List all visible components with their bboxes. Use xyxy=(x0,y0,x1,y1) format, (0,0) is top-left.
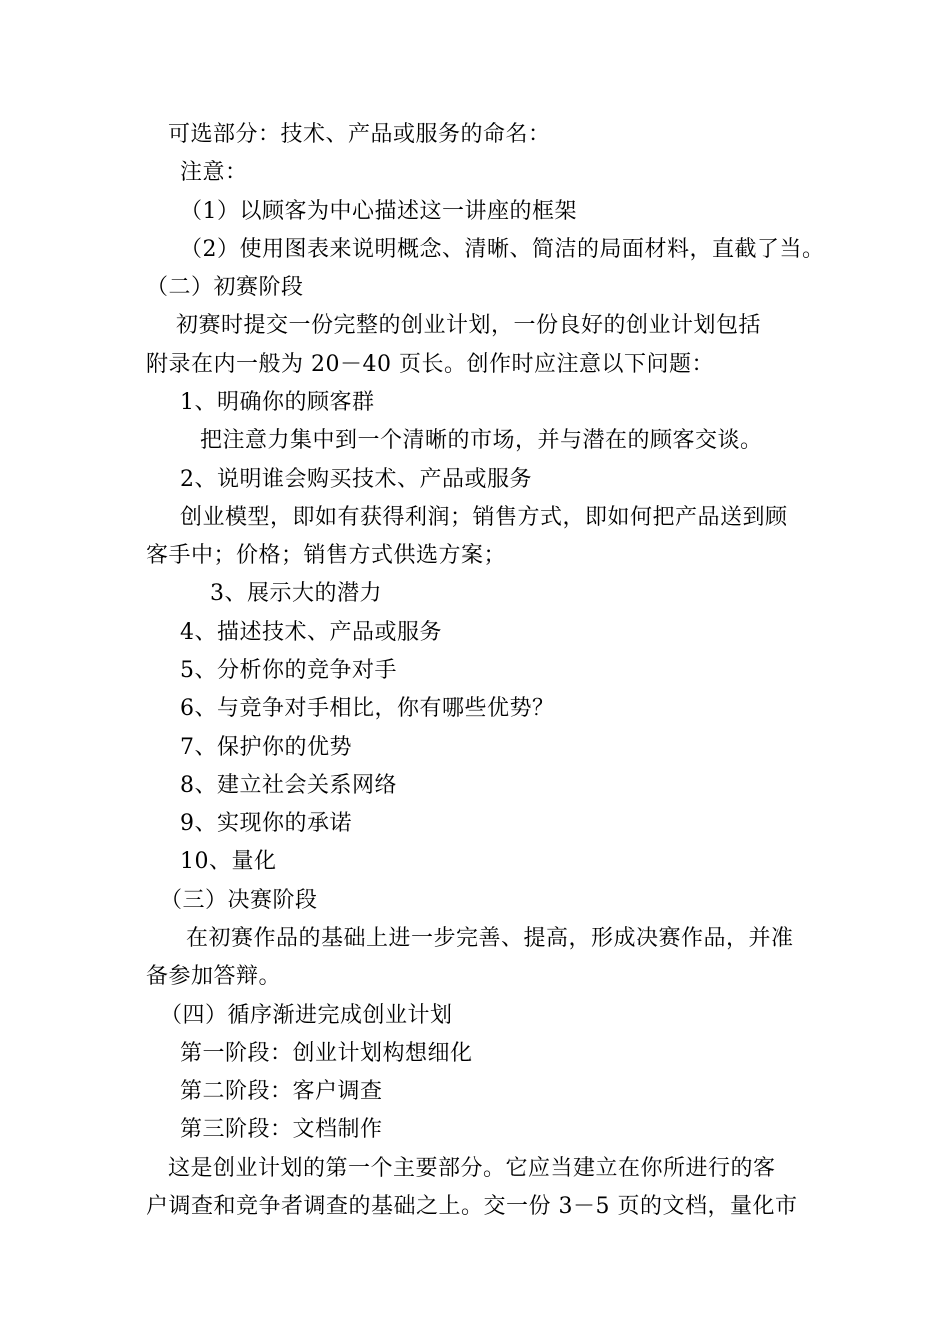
text-line: 第一阶段：创业计划构想细化 xyxy=(180,1041,473,1066)
list-item: 10、量化 xyxy=(180,849,277,874)
text-line: 初赛时提交一份完整的创业计划，一份良好的创业计划包括 xyxy=(176,313,762,338)
list-item: 7、保护你的优势 xyxy=(180,735,352,760)
section-heading: （二）初赛阶段 xyxy=(146,275,304,300)
text-line: 客手中；价格；销售方式供选方案； xyxy=(146,543,507,568)
text-line: 户调查和竞争者调查的基础之上。交一份 3－5 页的文档，量化市 xyxy=(146,1194,798,1219)
text-line: 第二阶段：客户调查 xyxy=(180,1079,383,1104)
text-line: 可选部分：技术、产品或服务的命名： xyxy=(168,122,551,147)
text-line: （1）以顾客为中心描述这一讲座的框架 xyxy=(180,199,577,224)
list-item: 6、与竞争对手相比，你有哪些优势？ xyxy=(180,696,555,721)
list-item: 4、描述技术、产品或服务 xyxy=(180,620,442,645)
text-line: 创业模型，即如有获得利润；销售方式，即如何把产品送到顾 xyxy=(180,505,788,530)
text-line: （2）使用图表来说明概念、清晰、简洁的局面材料，直截了当。 xyxy=(180,237,825,262)
list-item: 3、展示大的潜力 xyxy=(210,581,382,606)
text-line: 注意： xyxy=(180,160,248,185)
text-line: 在初赛作品的基础上进一步完善、提高，形成决赛作品，并准 xyxy=(186,926,794,951)
text-line: 第三阶段：文档制作 xyxy=(180,1117,383,1142)
list-item: 9、实现你的承诺 xyxy=(180,811,352,836)
text-line: 备参加答辩。 xyxy=(146,964,282,989)
list-item: 1、明确你的顾客群 xyxy=(180,390,375,415)
section-heading: （三）决赛阶段 xyxy=(160,888,318,913)
list-item: 8、建立社会关系网络 xyxy=(180,773,397,798)
list-item: 5、分析你的竞争对手 xyxy=(180,658,397,683)
text-line: 把注意力集中到一个清晰的市场，并与潜在的顾客交谈。 xyxy=(200,428,763,453)
section-heading: （四）循序渐进完成创业计划 xyxy=(160,1003,453,1028)
list-item: 2、说明谁会购买技术、产品或服务 xyxy=(180,467,532,492)
text-line: 这是创业计划的第一个主要部分。它应当建立在你所进行的客 xyxy=(168,1156,776,1181)
text-line: 附录在内一般为 20－40 页长。创作时应注意以下问题： xyxy=(146,352,714,377)
